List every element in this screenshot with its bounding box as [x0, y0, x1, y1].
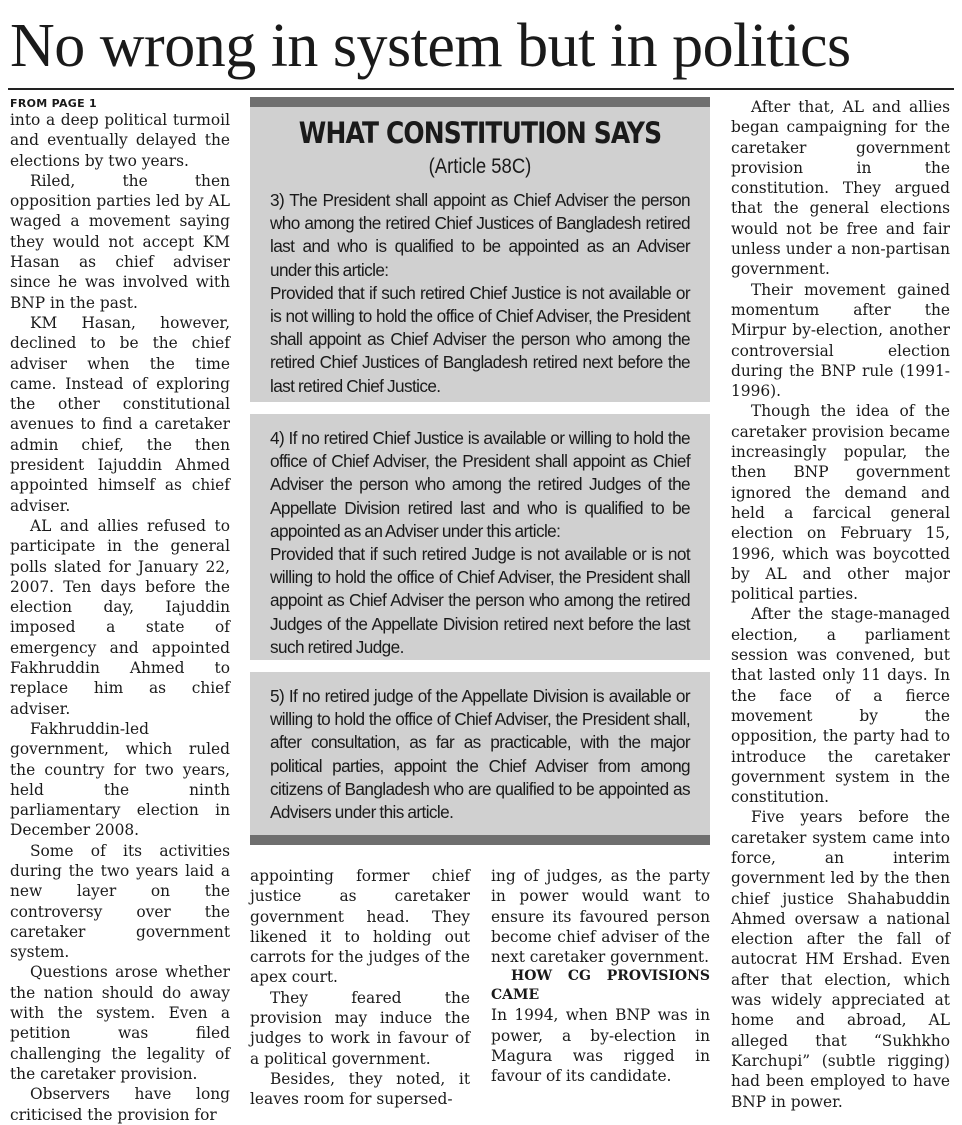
paragraph: Five years before the caretaker system came into force, an interim government led by the then chief justice Shahabuddin Ahmed oversaw a national election after the fall of autocrat HM Ershad. Even after that election, which was widely appreciated at home and abroad, AL alleged that “Sukhkho Karchupi” (subtle rigging) had been employed to have BNP in power. — [731, 808, 950, 1111]
clause-4 — [270, 427, 690, 659]
clause-4-proviso: Provided that if such retired Judge is not available or is not willing to hold the office of Chief Adviser, the President shall appoint as Chief Adviser the person who among the retired Judges of the Appellate Division retired next before the last such retired Judge. — [270, 544, 690, 657]
clause-3-text: 3) The President shall appoint as Chief Adviser the person who among the retired Chief Justices of Bangladesh retired last and who is qualified to be appointed as an Adviser under this article: — [270, 190, 690, 280]
box-divider — [250, 660, 710, 672]
paragraph: In 1994, when BNP was in power, a by-election in Magura was rigged in favour of its candidate. — [491, 1006, 710, 1086]
paragraph: Though the idea of the caretaker provision became increasingly popular, the then BNP government ignored the demand and held a farcical general election on February 15, 1996, which was boycotted by AL and other major political parties. — [731, 402, 950, 604]
article-column-3 — [491, 866, 710, 1087]
paragraph: Fakhruddin-led government, which ruled the country for two years, held the ninth parliamentary election in December 2008. — [10, 719, 230, 840]
article-column-1 — [10, 97, 230, 1125]
paragraph: ing of judges, as the party in power would want to ensure its favoured person become chief adviser of the next caretaker government. — [491, 867, 710, 967]
headline-rule — [8, 88, 954, 90]
clause-3-proviso: Provided that if such retired Chief Justice is not available or is not willing to hold the office of Chief Adviser, the President shall appoint as Chief Adviser the person who among the retired Chief Justices of Bangladesh retired next before the last retired Chief Justice. — [270, 282, 690, 396]
box-divider — [250, 402, 710, 414]
paragraph: AL and allies refused to participate in the general polls slated for January 22, 2007. Ten days before the election day, Iajuddin imposed a state of emergency and appointed Fakhruddin Ahmed to replace him as chief adviser. — [10, 516, 230, 718]
box-bottom-bar — [250, 835, 710, 845]
box-title: WHAT CONSTITUTION SAYS — [298, 116, 662, 150]
article-column-2 — [250, 866, 470, 1110]
paragraph: They feared the provision may induce the judges to work in favour of a political government. — [250, 988, 470, 1068]
clause-3 — [270, 189, 690, 398]
box-subtitle: (Article 58C) — [428, 155, 532, 178]
kicker-from-page-1: FROM PAGE 1 — [10, 97, 98, 110]
paragraph: KM Hasan, however, declined to be the chief adviser when the time came. Instead of exploring the other constitutional avenues to find a caretaker admin chief, the then president Iajuddin Ahmed appointed himself as chief adviser. — [10, 313, 230, 515]
paragraph: After that, AL and allies began campaigning for the caretaker government provision in the constitution. They argued that the general elections would not be free and fair unless under a non-partisan government. — [731, 98, 950, 279]
paragraph: Riled, the then opposition parties led by AL waged a movement saying they would not accept KM Hasan as chief adviser since he was involved with BNP in the past. — [10, 171, 230, 312]
article-column-5 — [731, 97, 950, 1112]
paragraph: Besides, they noted, it leaves room for supersed- — [250, 1069, 470, 1109]
clause-5-text: 5) If no retired judge of the Appellate Division is available or willing to hold the office of Chief Adviser, the President shall, after consultation, as far as practicable, with the major political parties, appoint the Chief Adviser from among citizens of Bangladesh who are qualified to be appointed as Advisers under this article. — [270, 686, 690, 823]
clause-4-text: 4) If no retired Chief Justice is available or willing to hold the office of Chief Adviser, the President shall appoint as Chief Adviser the person who among the retired Judges of the Appellate Division retired last and who is qualified to be appointed as an Adviser under this article: — [270, 428, 690, 541]
subhead-how-cg-provisions-came: HOW CG PROVISIONS CAME — [491, 968, 710, 1004]
headline: No wrong in system but in politics — [10, 12, 851, 80]
box-top-bar — [250, 97, 710, 107]
paragraph: Some of its activities during the two years laid a new layer on the controversy over the caretaker government system. — [10, 841, 230, 962]
constitution-box — [250, 97, 710, 845]
clause-5 — [270, 685, 690, 824]
paragraph: Their movement gained momentum after the Mirpur by-election, another controversial election during the BNP rule (1991-1996). — [731, 280, 950, 401]
paragraph: After the stage-managed election, a parliament session was convened, but that lasted only 11 days. In the face of a fierce movement by the opposition, the party had to introduce the caretaker government system in the constitution. — [731, 605, 950, 807]
paragraph: Questions arose whether the nation should do away with the system. Even a petition was filed challenging the legality of the caretaker provision. — [10, 963, 230, 1083]
paragraph: into a deep political turmoil and eventually delayed the elections by two years. — [10, 111, 230, 170]
paragraph: appointing former chief justice as caretaker government head. They likened it to holding out carrots for the judges of the apex court. — [250, 867, 470, 987]
paragraph: Observers have long criticised the provision for — [10, 1085, 230, 1124]
